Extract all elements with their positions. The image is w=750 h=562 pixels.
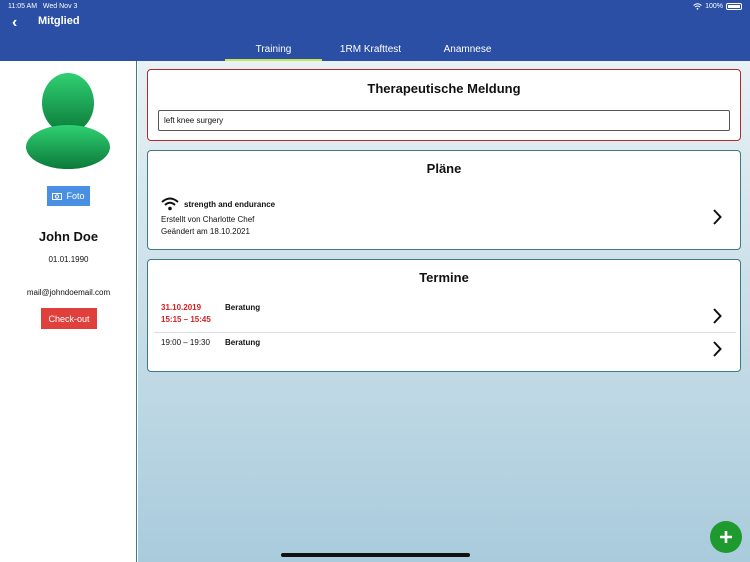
chevron-right-icon[interactable]: [712, 308, 722, 324]
foto-button[interactable]: [47, 186, 90, 206]
tab-1rm-krafttest[interactable]: 1RM Krafttest: [339, 44, 402, 55]
appointment-row[interactable]: [154, 302, 736, 333]
appointment-date: 31.10.2019: [161, 303, 202, 312]
home-indicator: [281, 553, 470, 557]
plan-name: strength and endurance: [184, 200, 276, 209]
wifi-status-icon: [693, 3, 702, 10]
plan-changed-date: Geändert am 18.10.2021: [161, 227, 250, 236]
member-email: mail@johndoemail.com: [26, 288, 111, 297]
appointment-row[interactable]: [148, 336, 742, 366]
appointments-card: [147, 259, 741, 372]
appointment-type: Beratung: [225, 338, 261, 347]
plan-created-by: Erstellt von Charlotte Chef: [161, 215, 255, 224]
tab-anamnese[interactable]: Anamnese: [443, 44, 492, 55]
plan-row[interactable]: [148, 191, 742, 246]
status-right: [693, 3, 742, 10]
page-title: Mitglied: [38, 15, 80, 27]
member-name: John Doe: [38, 229, 99, 244]
member-dob: 01.01.1990: [48, 255, 89, 264]
chevron-right-icon[interactable]: [712, 209, 722, 225]
camera-icon: [52, 192, 62, 200]
plus-icon: [719, 530, 733, 544]
therapeutic-note-title: Therapeutische Meldung: [367, 81, 521, 96]
back-chevron-icon[interactable]: ‹: [12, 14, 18, 31]
tab-bar: [225, 40, 516, 61]
chevron-right-icon[interactable]: [712, 341, 722, 357]
status-bar: [8, 3, 742, 13]
checkout-button[interactable]: Check-out: [41, 308, 97, 329]
plans-card: [147, 150, 741, 250]
therapeutic-note-input[interactable]: [158, 110, 730, 131]
avatar-icon: [26, 73, 110, 169]
battery-icon: [726, 3, 742, 10]
status-time: 11:05 AM Wed Nov 3: [8, 3, 78, 10]
appointment-time: 19:00 – 19:30: [161, 338, 210, 347]
app-header: [0, 0, 750, 61]
appointment-time: 15:15 – 15:45: [161, 315, 211, 324]
battery-percent: 100%: [705, 3, 723, 10]
tab-training[interactable]: Training: [225, 40, 322, 61]
therapeutic-note-card: [147, 69, 741, 141]
appointment-type: Beratung: [225, 303, 261, 312]
main-content: [138, 61, 750, 562]
foto-button-label: Foto: [66, 191, 85, 201]
wifi-icon: [161, 197, 179, 211]
member-sidebar: [0, 61, 137, 562]
plans-title: Pläne: [426, 161, 462, 176]
add-button[interactable]: [710, 521, 742, 553]
appointments-title: Termine: [419, 270, 469, 285]
